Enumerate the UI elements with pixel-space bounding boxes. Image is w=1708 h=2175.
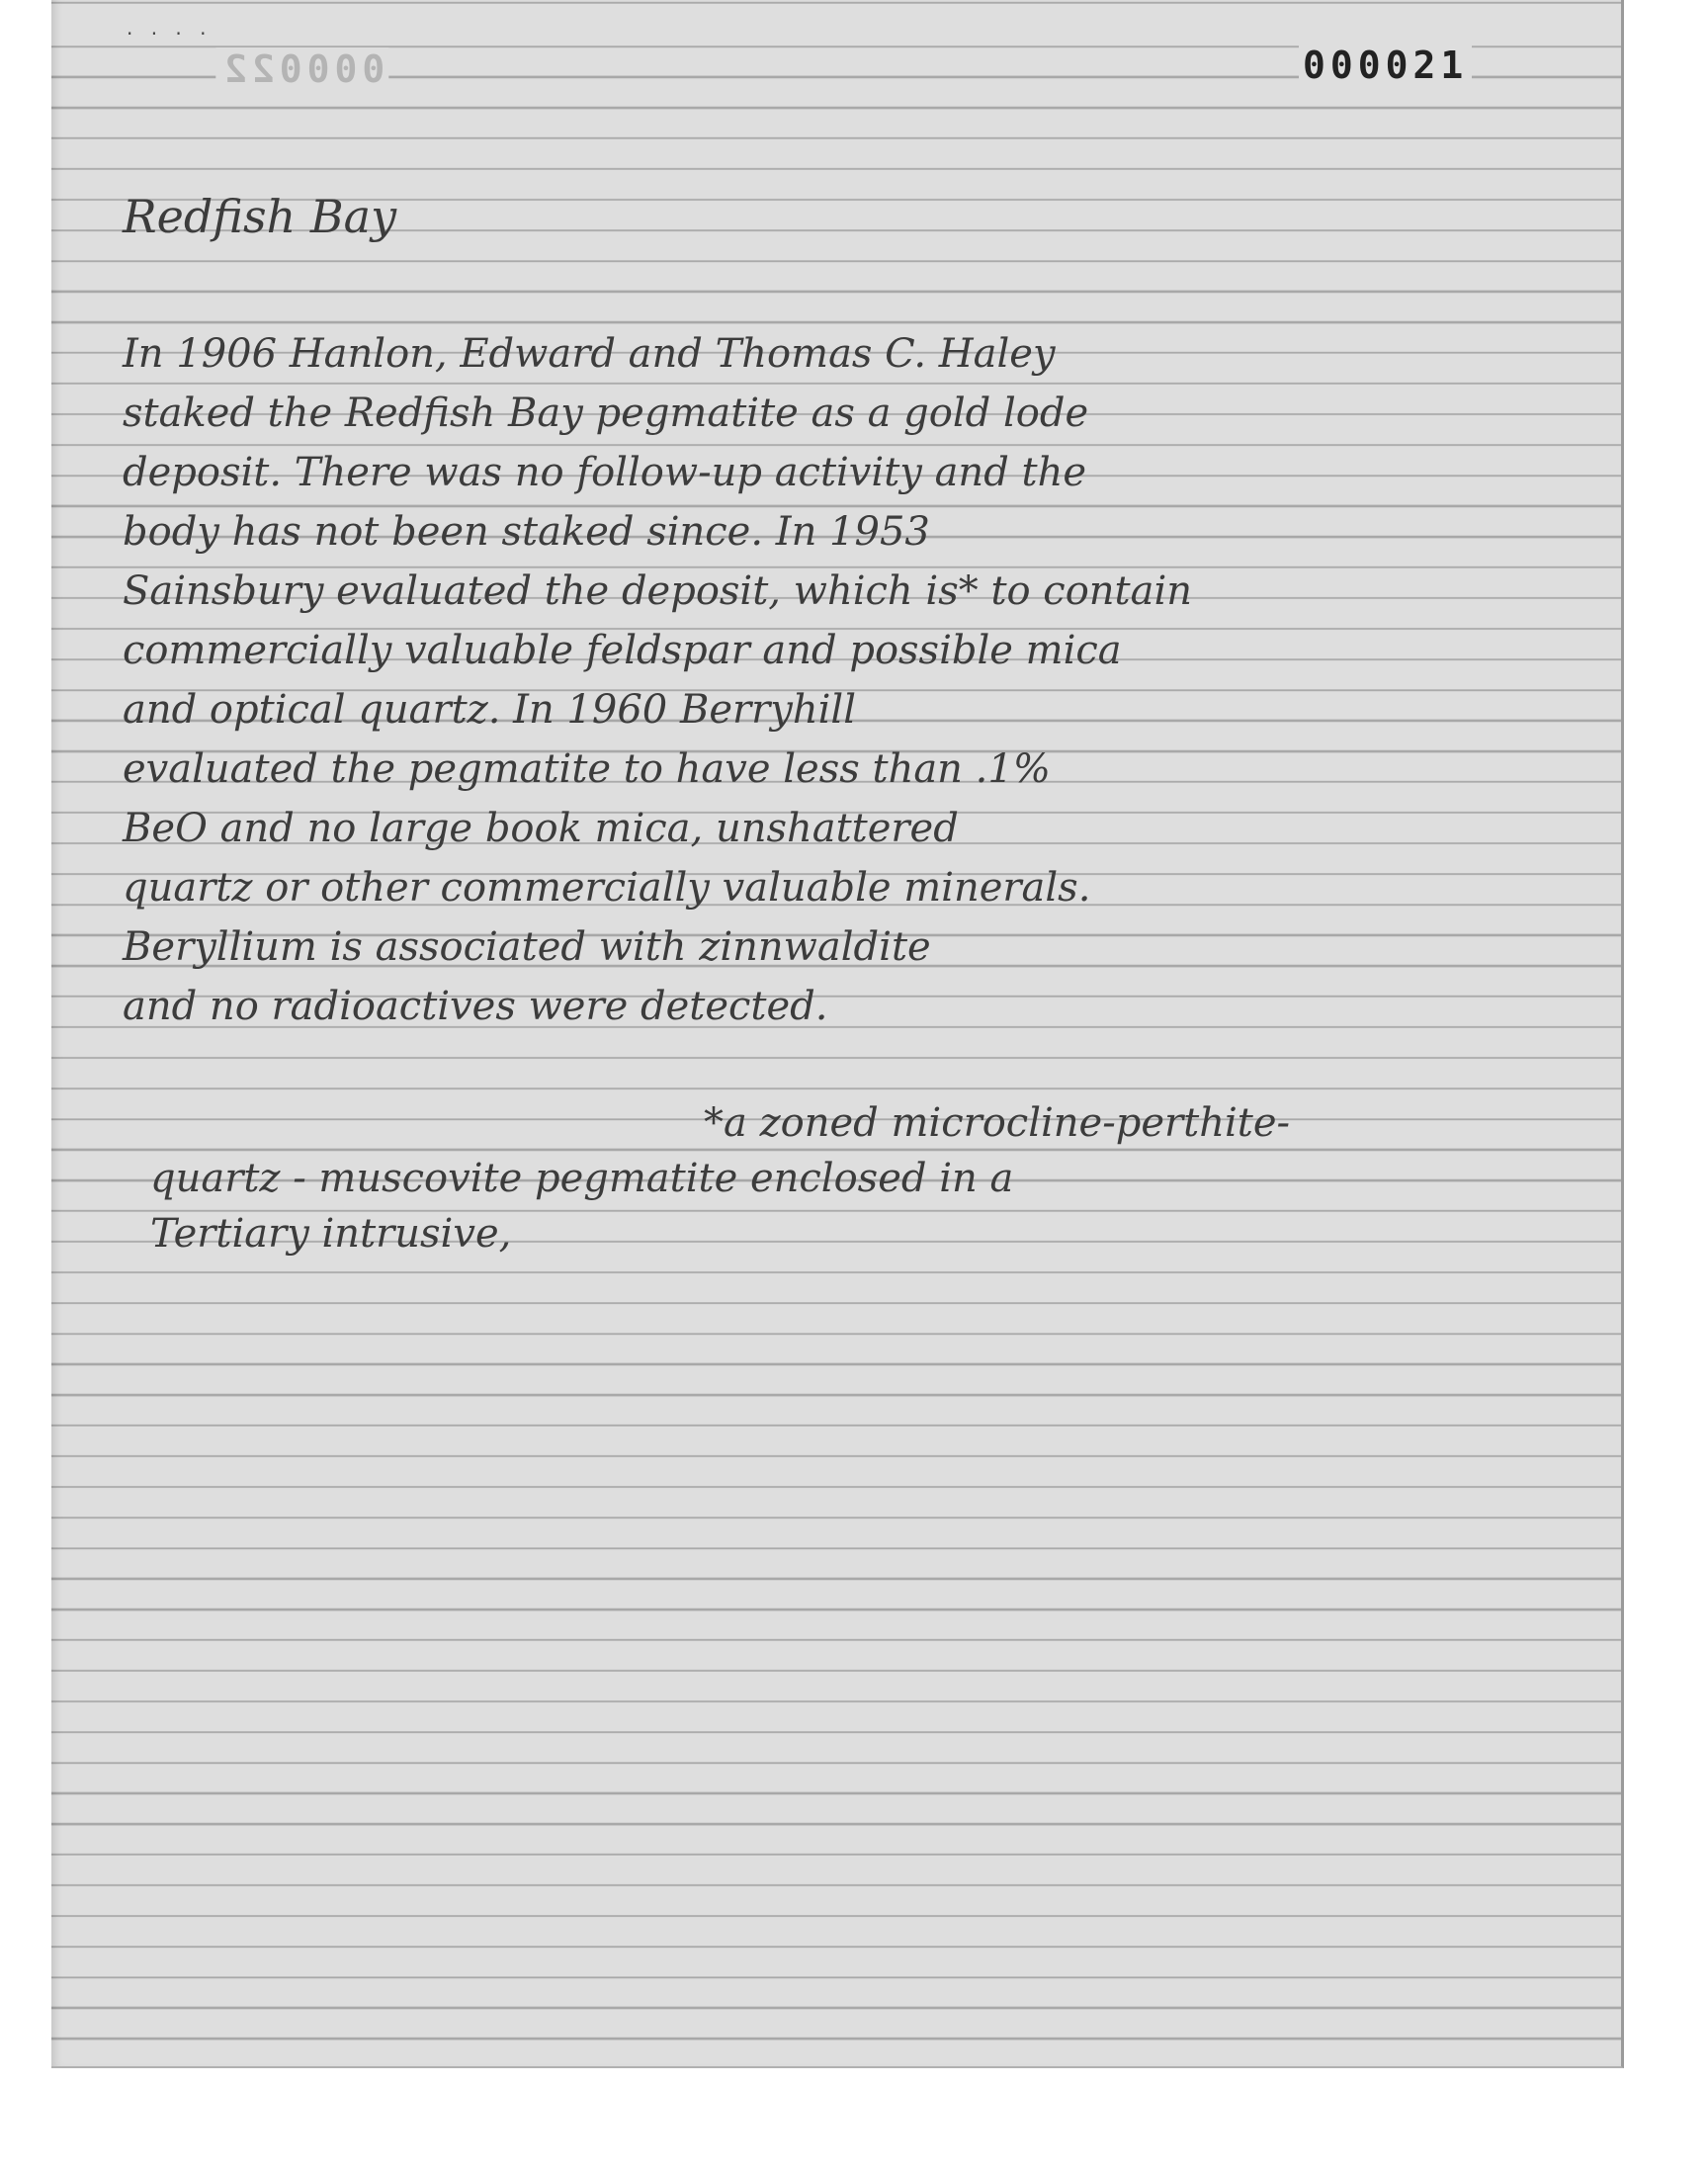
paragraph-line: quartz or other commercially valuable minerals. xyxy=(123,865,1091,911)
handwritten-footnote xyxy=(150,1095,1290,1262)
footnote-line: quartz - muscovite pegmatite enclosed in a xyxy=(150,1156,1014,1201)
footnote-line: *a zoned microcline-perthite- xyxy=(704,1100,1291,1146)
paragraph-line: deposit. There was no follow-up activity and the xyxy=(123,450,1087,495)
bleed-through-page-number: 000022 xyxy=(215,47,388,91)
paragraph-line: Beryllium is associated with zinnwaldite xyxy=(123,924,931,970)
paragraph-line: commercially valuable feldspar and possible mica xyxy=(123,628,1122,673)
paragraph-line: Sainsbury evaluated the deposit, which is* to contain xyxy=(123,568,1193,614)
handwritten-paragraph xyxy=(123,324,1526,1036)
paragraph-line: and optical quartz. In 1960 Berryhill xyxy=(123,687,856,733)
footnote-line: Tertiary intrusive, xyxy=(150,1211,512,1257)
page-heading: Redfish Bay xyxy=(123,190,397,243)
page-number: 000021 xyxy=(1299,44,1472,87)
paragraph-line: BeO and no large book mica, unshattered xyxy=(123,806,959,851)
paragraph-line: staked the Redfish Bay pegmatite as a gold lode xyxy=(123,391,1089,436)
notebook-page xyxy=(51,0,1624,2068)
scan-specks: · · · · xyxy=(127,22,213,45)
paragraph-line: evaluated the pegmatite to have less than .1% xyxy=(123,746,1051,792)
paragraph-line: body has not been staked since. In 1953 xyxy=(123,509,930,555)
paragraph-line: In 1906 Hanlon, Edward and Thomas C. Haley xyxy=(123,331,1056,377)
paragraph-line: and no radioactives were detected. xyxy=(123,984,828,1029)
